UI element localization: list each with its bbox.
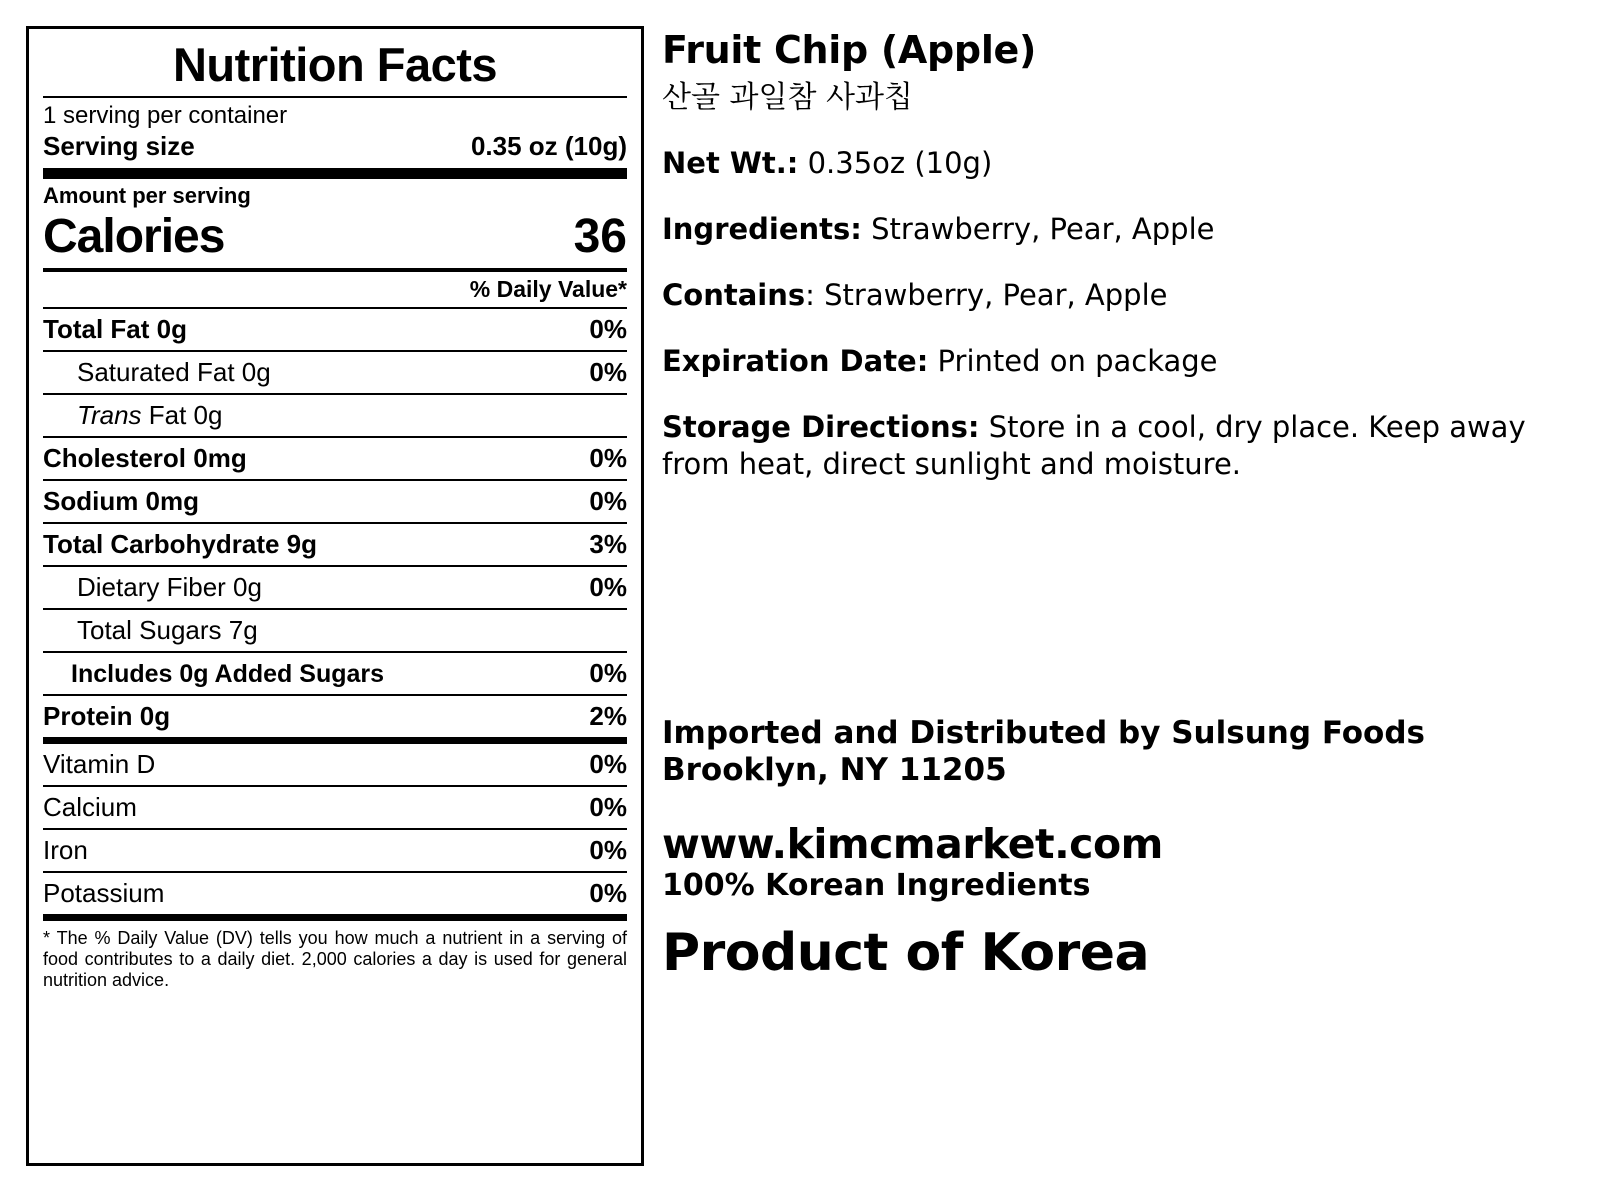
- net-weight-label: Net Wt.:: [662, 145, 799, 180]
- servings-per-container: 1 serving per container: [43, 102, 288, 129]
- nutrient-dv: 0%: [589, 443, 627, 473]
- ingredients-value: Strawberry, Pear, Apple: [861, 211, 1215, 246]
- contains-label: Contains: [662, 278, 806, 313]
- product-of-korea: Product of Korea: [662, 922, 1150, 983]
- storage-row: [662, 409, 1562, 483]
- row-protein: [43, 694, 627, 737]
- expiration-value: Printed on package: [928, 344, 1218, 379]
- row-cholesterol: [43, 436, 627, 479]
- net-weight-row: [662, 145, 1562, 182]
- ingredients-label: Ingredients:: [662, 211, 862, 246]
- nutrient-name: Dietary Fiber 0g: [77, 572, 262, 602]
- row-potassium: [43, 871, 627, 914]
- nutrient-name: Sodium 0mg: [43, 486, 200, 516]
- row-calcium: [43, 785, 627, 828]
- row-total-fat: [43, 307, 627, 350]
- amount-per-serving-label: Amount per serving: [43, 183, 251, 208]
- contains-value: : Strawberry, Pear, Apple: [805, 278, 1168, 313]
- nutrient-dv: 0%: [589, 878, 627, 908]
- row-total-sugars: [43, 608, 627, 651]
- trans-rest: Fat 0g: [141, 400, 223, 430]
- importer-info: Imported and Distributed by Sulsung Foods Brooklyn, NY 11205: [662, 715, 1425, 789]
- row-total-carbohydrate: [43, 522, 627, 565]
- contains-row: [662, 277, 1562, 314]
- nutrient-name: Potassium: [43, 878, 165, 908]
- row-dietary-fiber: [43, 565, 627, 608]
- expiration-row: [662, 343, 1562, 380]
- nutrient-dv: 0%: [589, 357, 627, 387]
- calories-label: Calories: [43, 210, 225, 263]
- nutrient-dv: 3%: [589, 529, 627, 559]
- korean-ingredients-claim: 100% Korean Ingredients: [662, 867, 1091, 903]
- nutrient-name: Cholesterol 0mg: [43, 443, 247, 473]
- storage-value: Store in a cool, dry place. Keep away from heat, direct sunlight and moisture.: [662, 410, 1526, 482]
- spacer: [662, 483, 1562, 715]
- nutrient-name: Total Fat 0g: [43, 314, 187, 344]
- nutrient-name: Vitamin D: [43, 749, 156, 779]
- nutrient-name: Protein 0g: [43, 701, 171, 731]
- nutrient-dv: 0%: [589, 658, 627, 688]
- divider-footnote: [43, 914, 627, 921]
- nutrient-name: Total Sugars 7g: [77, 615, 258, 645]
- expiration-label: Expiration Date:: [662, 344, 929, 379]
- nutrition-facts-title: Nutrition Facts: [172, 38, 498, 91]
- calories-value: 36: [573, 210, 627, 263]
- nutrient-name: Iron: [43, 835, 88, 865]
- row-iron: [43, 828, 627, 871]
- storage-label: Storage Directions:: [662, 410, 980, 445]
- product-info-column: [662, 30, 1562, 983]
- nutrient-dv: 0%: [589, 792, 627, 822]
- row-added-sugars: [43, 651, 627, 694]
- daily-value-header: % Daily Value*: [469, 276, 627, 302]
- nutrient-dv: 0%: [589, 835, 627, 865]
- net-weight-value: 0.35oz (10g): [798, 145, 993, 180]
- nutrient-name: Saturated Fat 0g: [77, 357, 271, 387]
- calories-row: [43, 209, 627, 268]
- serving-size-value: 0.35 oz (10g): [470, 131, 627, 161]
- serving-size-label: Serving size: [43, 131, 195, 161]
- row-trans-fat: [43, 393, 627, 436]
- serving-size-row: [43, 131, 627, 168]
- nutrient-dv: 0%: [589, 486, 627, 516]
- product-title: Fruit Chip (Apple): [662, 28, 1037, 72]
- nutrient-name: [43, 400, 222, 431]
- row-sodium: [43, 479, 627, 522]
- nutrient-dv: 2%: [589, 701, 627, 731]
- divider-thick: [43, 168, 627, 179]
- ingredients-row: [662, 211, 1562, 248]
- website-url: www.kimcmarket.com: [662, 819, 1163, 868]
- nutrient-dv: 0%: [589, 314, 627, 344]
- row-saturated-fat: [43, 350, 627, 393]
- nutrition-facts-panel: [26, 26, 644, 1166]
- daily-value-footnote: * The % Daily Value (DV) tells you how much a nutrient in a serving of food contributes to a daily diet. 2,000 calories a day is used for general nutrition advice.: [43, 928, 627, 991]
- nutrient-dv: 0%: [589, 749, 627, 779]
- trans-italic: Trans: [77, 400, 142, 430]
- nutrient-dv: 0%: [589, 572, 627, 602]
- nutrient-name: Total Carbohydrate 9g: [43, 529, 318, 559]
- nutrient-name: Includes 0g Added Sugars: [71, 660, 385, 688]
- product-korean-name: 산골 과일참 사과칩: [662, 79, 913, 115]
- row-vitamin-d: [43, 737, 627, 785]
- nutrient-name: Calcium: [43, 792, 137, 822]
